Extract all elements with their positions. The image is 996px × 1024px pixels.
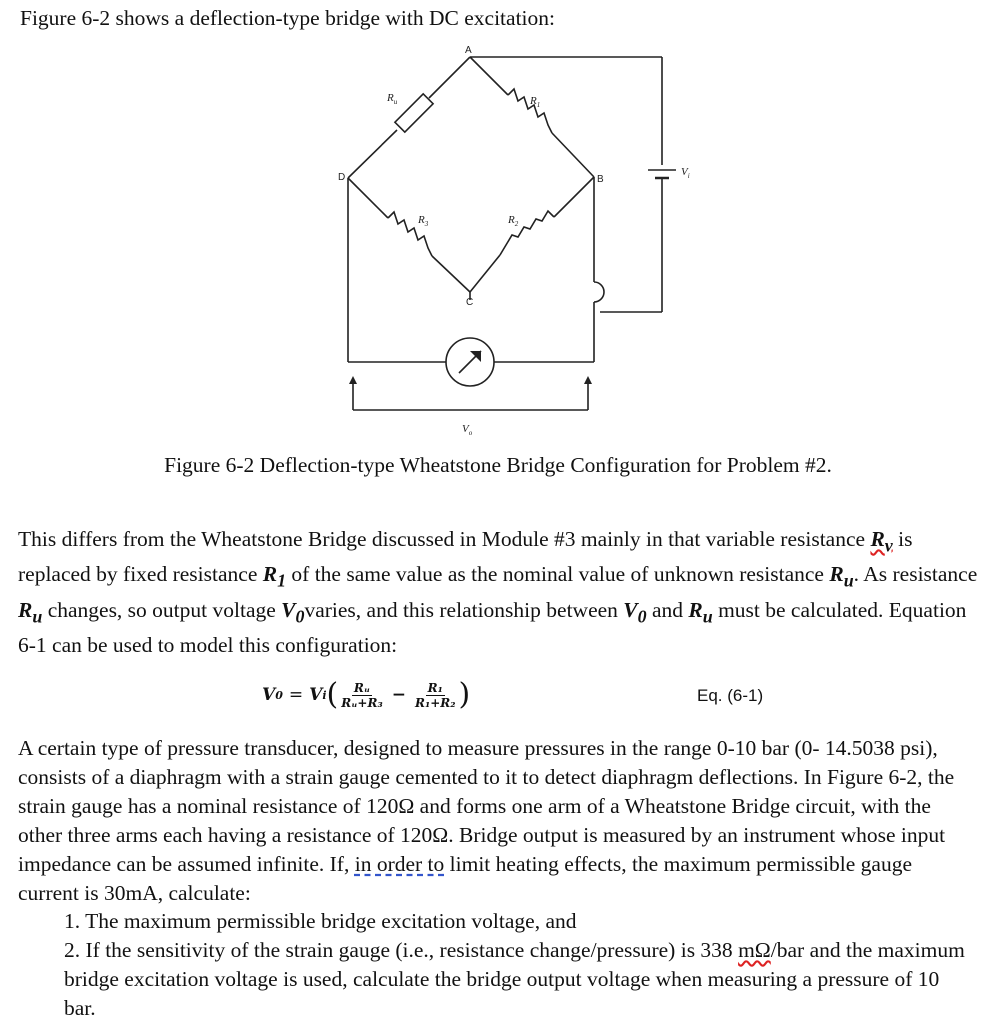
intro-text: Figure 6-2 shows a deflection-type bridge with DC excitation: bbox=[20, 6, 555, 30]
question-1: 1. The maximum permissible bridge excitation voltage, and bbox=[64, 909, 577, 933]
vo-label: $V_o$ bbox=[462, 423, 473, 437]
r1-label: $R_1$ bbox=[530, 95, 541, 109]
r2-label: $R_2$ bbox=[508, 214, 519, 228]
ru-label: $R_u$ bbox=[387, 92, 398, 106]
fraction-2: $\frac{\text{R₁}}{\text{R₁+R₂}}$ bbox=[414, 680, 456, 710]
rv-symbol: $R_v$ bbox=[870, 527, 893, 556]
question-list bbox=[64, 907, 974, 1023]
question-2: 2. If the sensitivity of the strain gauge (i.e., resistance change/pressure) is 338 mΩ/bar and the maximum bridge excitation voltage is used, calculate the bridge output voltage when measuring a pressure of 10 bar. bbox=[64, 938, 965, 1020]
figure-caption: Figure 6-2 Deflection-type Wheatstone Bridge Configuration for Problem #2. bbox=[164, 453, 832, 477]
paragraph-description: This differs from the Wheatstone Bridge discussed in Module #3 mainly in that variable resistance $R_v$ is replaced by fixed resistance $R_1$ of the same value as the nominal value of unknown resistance $R_u$. As resistance $R_u$ changes, so output voltage $V_0varies$, and this relationship between $V_0$ and $R_u$ must be calculated. Equation 6-1 can be used to model this configuration: bbox=[18, 527, 978, 657]
fraction-1: $\frac{\text{Rᵤ}}{\text{Rᵤ+R₃}}$ bbox=[341, 680, 383, 710]
node-c-label: C bbox=[466, 297, 474, 308]
vi-label: $V_i$ bbox=[681, 166, 690, 180]
node-d-label: D bbox=[338, 172, 346, 183]
paragraph-problem: A certain type of pressure transducer, designed to measure pressures in the range 0-10 bar (0- 14.5038 psi), consists of a diaphragm with a strain gauge cemented to it to detect diaphragm deflections. In Figure 6-2, the strain gauge has a nominal resistance of 120Ω and forms one arm of a Wheatstone Bridge circuit, with the other three arms each having a resistance of 120Ω. Bridge output is measured by an instrument whose input impedance can be assumed infinite. If, in order to limit heating effects, the maximum permissible gauge current is 30mA, calculate: bbox=[18, 736, 955, 905]
resistor-r3 bbox=[388, 212, 432, 256]
r3-label: $R_3$ bbox=[418, 214, 429, 228]
bridge-diagram bbox=[0, 0, 996, 450]
node-a-label: A bbox=[465, 45, 472, 56]
resistor-ru bbox=[395, 94, 433, 132]
equation-6-1: V 0 = V i ( $\frac{\text{Rᵤ}}{\text{Rᵤ+R₃}}$ − $\frac{\text{R₁}}{\text{R₁+R₂}}$ ) bbox=[262, 677, 471, 712]
equation-label: Eq. (6-1) bbox=[697, 686, 764, 705]
node-b-label: B bbox=[597, 174, 604, 185]
